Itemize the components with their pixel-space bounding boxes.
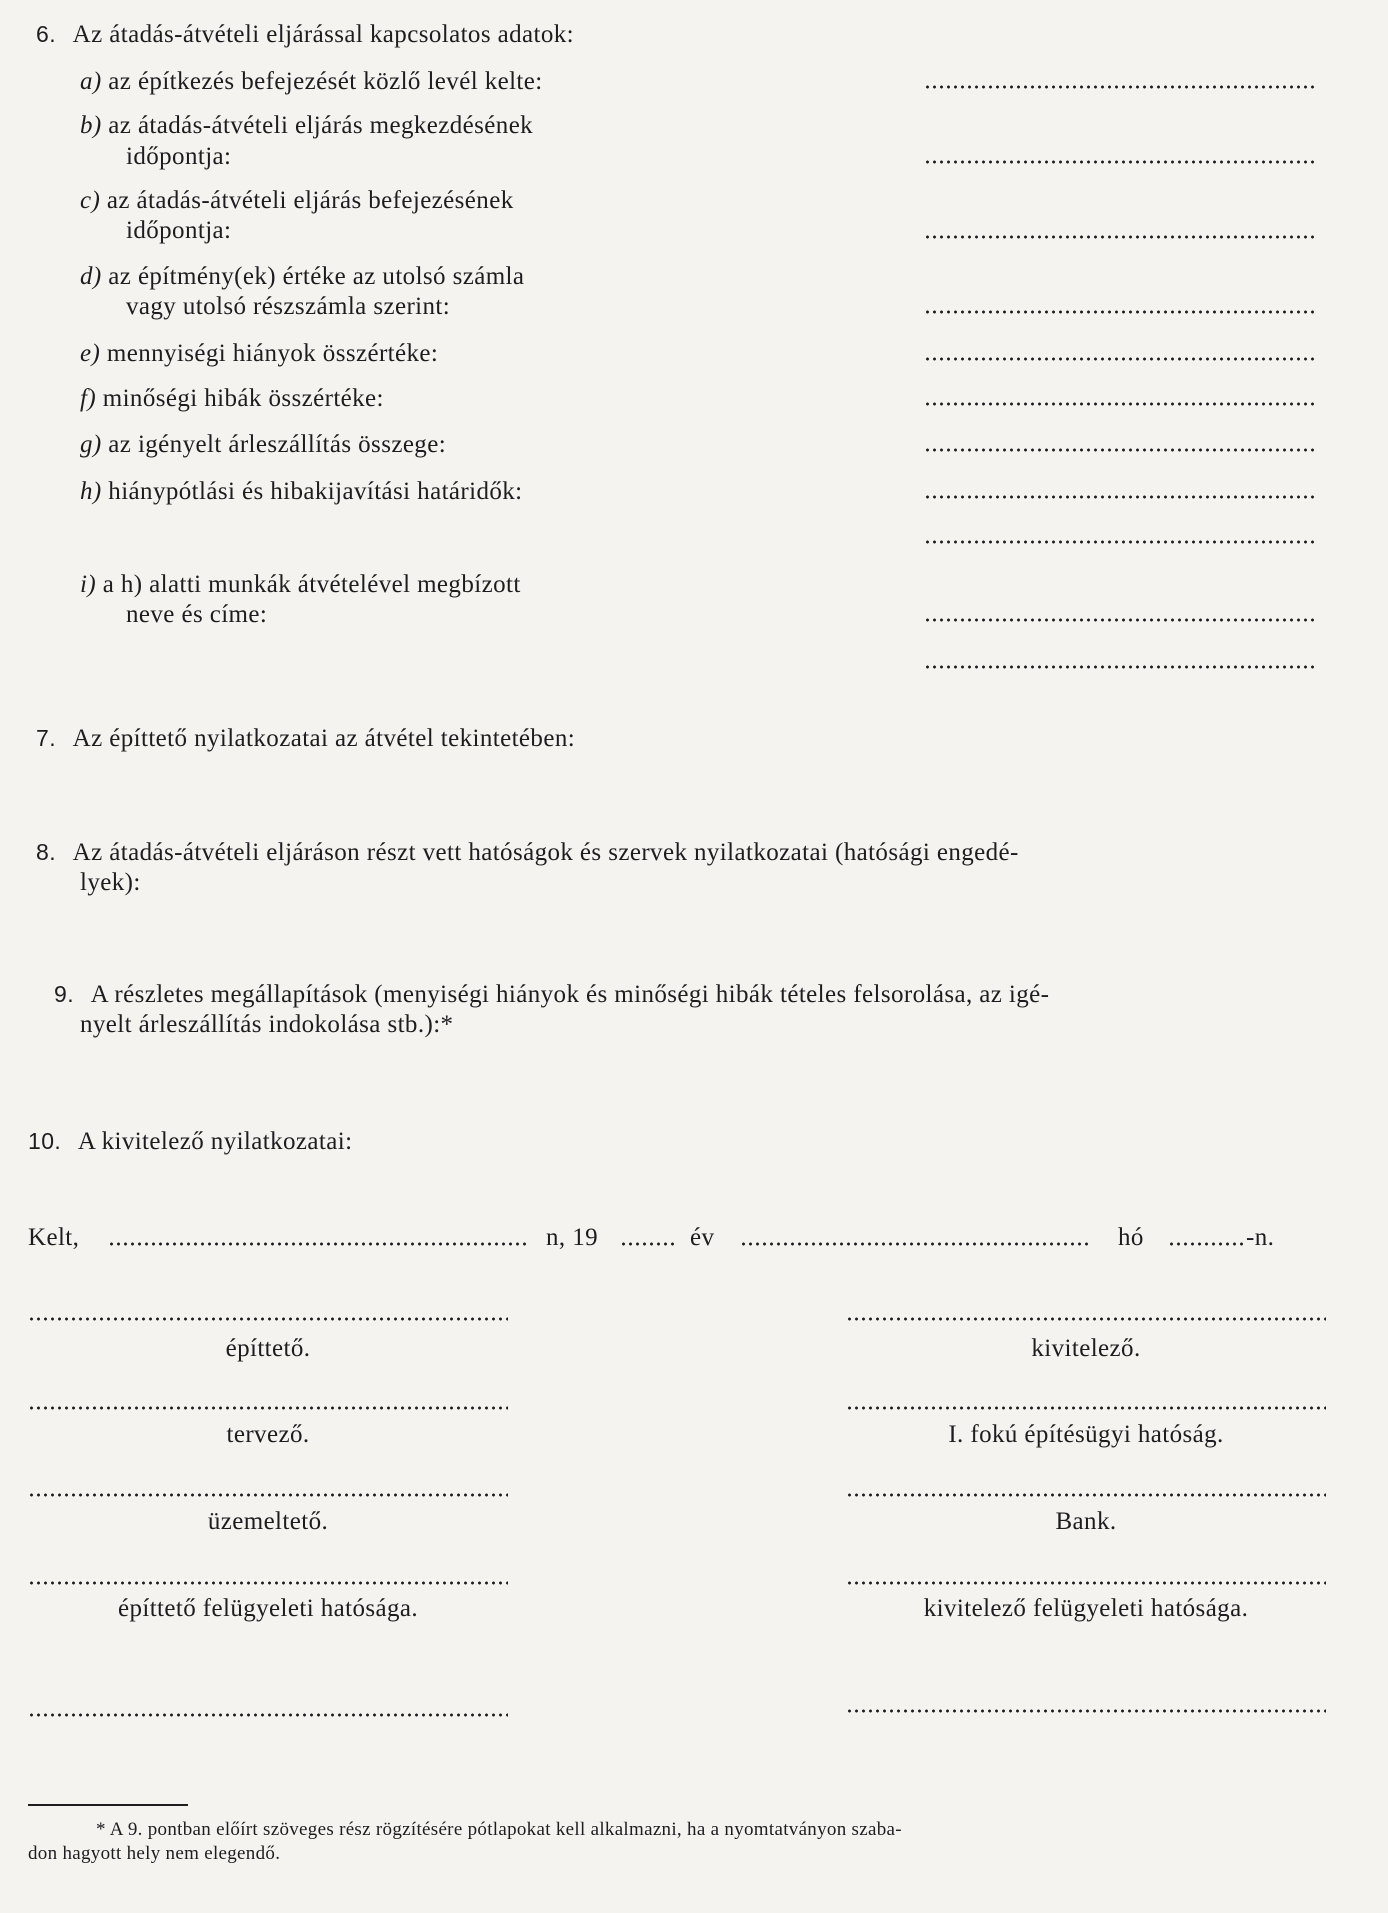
fill-line-g[interactable]	[924, 447, 1316, 453]
signature-label-bank: Bank.	[1055, 1508, 1117, 1535]
item-a	[80, 67, 543, 96]
item-c	[80, 186, 514, 215]
item-label: az építkezés befejezését közlő levél kelte:	[108, 68, 543, 95]
item-label: az átadás-átvételi eljárás megkezdésének	[108, 112, 534, 139]
signature-line-designer[interactable]	[28, 1405, 508, 1411]
fill-line-h-2[interactable]	[924, 539, 1316, 545]
item-letter: a)	[80, 68, 102, 95]
signature-line-builder[interactable]	[28, 1316, 508, 1322]
signature-label-designer: tervező.	[226, 1421, 310, 1448]
section-8	[36, 838, 1019, 867]
signature-label-operator: üzemeltető.	[207, 1508, 329, 1535]
section-8-cont: lyek):	[80, 869, 141, 896]
fill-line-i-1[interactable]	[924, 617, 1316, 623]
fill-line-i-2[interactable]	[924, 664, 1316, 670]
item-label-cont: időpontja:	[126, 143, 232, 170]
item-label: a h) alatti munkák átvételével megbízott	[102, 571, 521, 598]
fill-line-e[interactable]	[924, 356, 1316, 362]
item-letter: h)	[80, 478, 102, 505]
kelt-month-label: hó	[1118, 1224, 1144, 1251]
item-i	[80, 570, 521, 599]
item-letter: e)	[80, 340, 101, 367]
fill-line-c[interactable]	[924, 234, 1316, 240]
kelt-year-prefix: n, 19	[546, 1224, 598, 1251]
signature-line-building-authority[interactable]	[846, 1405, 1326, 1411]
item-letter: d)	[80, 263, 102, 290]
item-label: mennyiségi hiányok összértéke:	[106, 340, 439, 367]
item-g	[80, 430, 446, 459]
footnote-text: * A 9. pontban előírt szöveges rész rögzítésére pótlapokat kell alkalmazni, ha a nyomtatványon szaba-	[96, 1819, 902, 1840]
footnote-rule	[28, 1804, 188, 1806]
signature-line-contractor-authority[interactable]	[846, 1580, 1326, 1586]
section-number: 7.	[36, 725, 56, 751]
fill-line-h-1[interactable]	[924, 494, 1316, 500]
signature-line-bank[interactable]	[846, 1492, 1326, 1498]
item-letter: f)	[80, 385, 97, 412]
section-7	[36, 724, 575, 753]
item-label: az igényelt árleszállítás összege:	[108, 431, 447, 458]
item-f	[80, 384, 384, 413]
kelt-month-field[interactable]	[740, 1241, 1092, 1247]
item-label: az átadás-átvételi eljárás befejezésének	[106, 187, 514, 214]
fill-line-f[interactable]	[924, 401, 1316, 407]
signature-line-extra-right[interactable]	[846, 1708, 1326, 1714]
signature-label-contractor-authority: kivitelező felügyeleti hatósága.	[923, 1595, 1249, 1622]
section-6-heading	[36, 20, 574, 49]
kelt-day-suffix: -n.	[1246, 1224, 1275, 1251]
section-title: Az építtető nyilatkozatai az átvétel tekintetében:	[72, 725, 576, 752]
item-label: az építmény(ek) értéke az utolsó számla	[108, 263, 525, 290]
section-number: 9.	[54, 981, 74, 1007]
signature-line-operator[interactable]	[28, 1492, 508, 1498]
item-letter: b)	[80, 112, 102, 139]
section-number: 6.	[36, 21, 56, 47]
section-title: Az átadás-átvételi eljárással kapcsolatos adatok:	[72, 21, 574, 48]
section-title: Az átadás-átvételi eljáráson részt vett hatóságok és szervek nyilatkozatai (hatósági engedé-	[72, 839, 1019, 866]
item-letter: c)	[80, 187, 101, 214]
section-title: A részletes megállapítások (menyiségi hiányok és minőségi hibák tételes felsorolása, az igé-	[90, 981, 1050, 1008]
item-label-cont: időpontja:	[126, 217, 232, 244]
signature-line-contractor[interactable]	[846, 1316, 1326, 1322]
fill-line-b[interactable]	[924, 159, 1316, 165]
section-9	[54, 980, 1049, 1009]
item-h	[80, 477, 523, 506]
kelt-label: Kelt,	[28, 1224, 80, 1251]
signature-label-builder-authority: építtető felügyeleti hatósága.	[117, 1595, 419, 1622]
item-letter: g)	[80, 431, 102, 458]
kelt-day-field[interactable]	[1168, 1241, 1244, 1247]
kelt-year-label: év	[690, 1224, 715, 1251]
kelt-place-field[interactable]	[108, 1241, 528, 1247]
item-e	[80, 339, 438, 368]
item-label-cont: neve és címe:	[126, 601, 268, 628]
section-title: A kivitelező nyilatkozatai:	[77, 1128, 353, 1155]
signature-label-builder: építtető.	[225, 1335, 311, 1362]
section-number: 10.	[28, 1128, 62, 1154]
footnote-text-cont: don hagyott hely nem elegendő.	[28, 1843, 281, 1864]
section-9-cont: nyelt árleszállítás indokolása stb.):*	[80, 1011, 454, 1038]
item-letter: i)	[80, 571, 97, 598]
section-number: 8.	[36, 839, 56, 865]
fill-line-d[interactable]	[924, 309, 1316, 315]
signature-label-contractor: kivitelező.	[1031, 1335, 1141, 1362]
signature-line-builder-authority[interactable]	[28, 1580, 508, 1586]
item-label-cont: vagy utolsó részszámla szerint:	[126, 293, 451, 320]
item-label: minőségi hibák összértéke:	[102, 385, 384, 412]
kelt-year-field[interactable]	[620, 1241, 676, 1247]
signature-line-extra-left[interactable]	[28, 1712, 508, 1718]
fill-line-a[interactable]	[924, 84, 1316, 90]
signature-label-building-authority: I. fokú építésügyi hatóság.	[948, 1421, 1224, 1448]
item-b	[80, 111, 533, 140]
section-10	[28, 1127, 352, 1156]
item-d	[80, 262, 524, 291]
item-label: hiánypótlási és hibakijavítási határidők:	[108, 478, 523, 505]
